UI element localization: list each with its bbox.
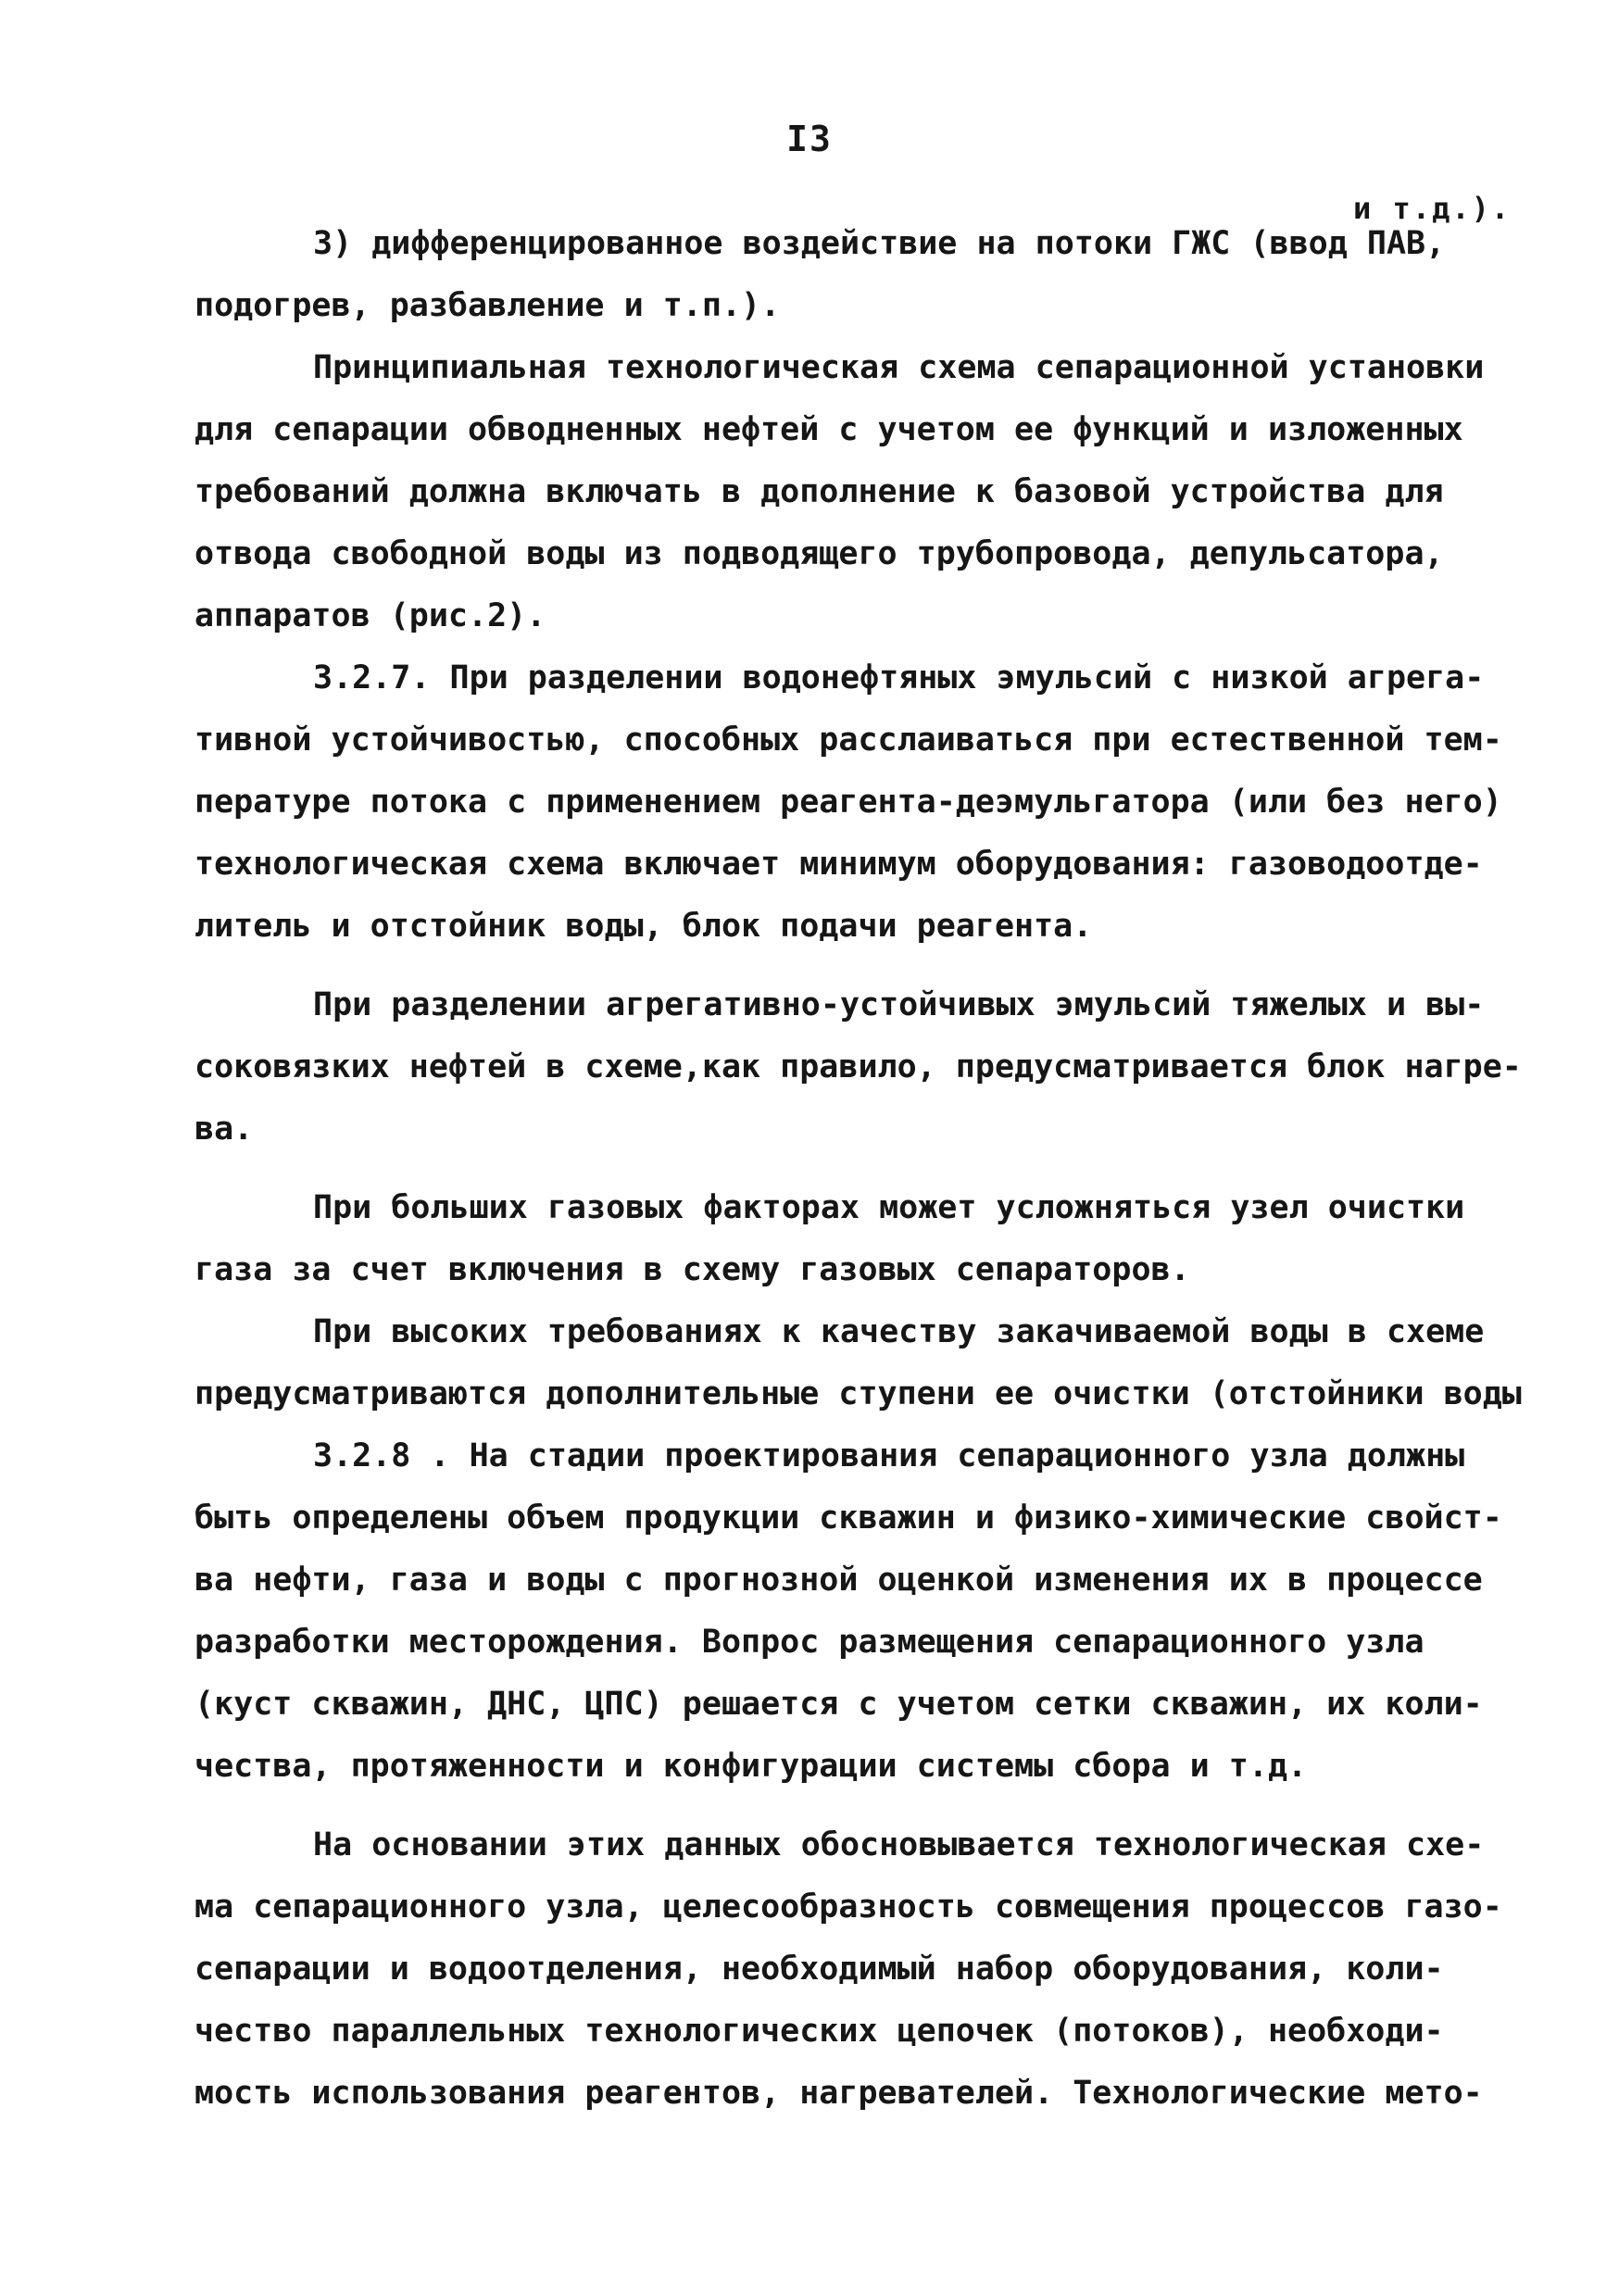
text-line: для сепарации обводненных нефтей с учетом ее функций и изложенных [195,411,1463,448]
text-line: аппаратов (рис.2). [195,597,546,634]
text-line: тивной устойчивостью, способных расслаиваться при естественной тем- [195,721,1502,759]
page-number: I3 [786,119,833,159]
text-line: 3) дифференцированное воздействие на потоки ГЖС (ввод ПАВ, [313,225,1446,262]
text-line: пературе потока с применением реагента-деэмульгатора (или без него) [195,784,1502,821]
text-line: При разделении агрегативно-устойчивых эмульсий тяжелых и вы- [313,986,1485,1023]
text-line: быть определены объем продукции скважин и физико-химические свойст- [195,1499,1502,1537]
text-line: требований должна включать в дополнение к базовой устройства для [195,473,1444,510]
text-line: ва. [195,1110,254,1148]
text-line: На основании этих данных обосновывается технологическая схе- [313,1826,1485,1863]
text-line: подогрев, разбавление и т.п.). [195,287,781,324]
text-line: (куст скважин, ДНС, ЦПС) решается с учетом сетки скважин, их коли- [195,1686,1483,1723]
text-line-main: предусматриваются дополнительные ступени ее очистки (отстойники воды [195,1375,1522,1412]
text-line: Принципиальная технологическая схема сепарационной установки [313,349,1485,386]
inline-continuation: и т.д.). [1353,191,1512,226]
text-line: чество параллельных технологических цепочек (потоков), необходи- [195,2013,1444,2050]
text-line [195,1363,1522,1425]
text-line: разработки месторождения. Вопрос размещения сепарационного узла [195,1624,1424,1661]
paragraph-gap [195,1798,1491,1814]
text-line: При больших газовых факторах может усложняться узел очистки [313,1189,1465,1226]
text-line: литель и отстойник воды, блок подачи реагента. [195,908,1093,945]
paragraph-gap [195,1161,1491,1177]
text-line: соковязких нефтей в схеме,как правило, предусматривается блок нагре- [195,1048,1522,1085]
text-line: газа за счет включения в схему газовых сепараторов. [195,1251,1190,1288]
text-line: чества, протяженности и конфигурации системы сбора и т.д. [195,1748,1308,1785]
text-line: ма сепарационного узла, целесообразность совмещения процессов газо- [195,1888,1502,1926]
text-line: 3.2.7. При разделении водонефтяных эмульсий с низкой агрега- [313,659,1485,696]
text-line: отвода свободной воды из подводящего трубопровода, депульсатора, [195,535,1444,572]
text-line-main: 3.2.8 . На стадии проектирования сепарационного узла должны [313,1437,1465,1474]
text-line: При высоких требованиях к качеству закачиваемой воды в схеме [313,1313,1485,1350]
paragraph-gap [195,958,1491,974]
text-line: ва нефти, газа и воды с прогнозной оценкой изменения их в процессе [195,1562,1483,1599]
body-text [195,191,1522,2125]
text-line: мость использования реагентов, нагревателей. Технологические мето- [195,2075,1483,2112]
text-line: технологическая схема включает минимум оборудования: газоводоотде- [195,846,1483,883]
text-line: сепарации и водоотделения, необходимый набор оборудования, коли- [195,1951,1444,1988]
